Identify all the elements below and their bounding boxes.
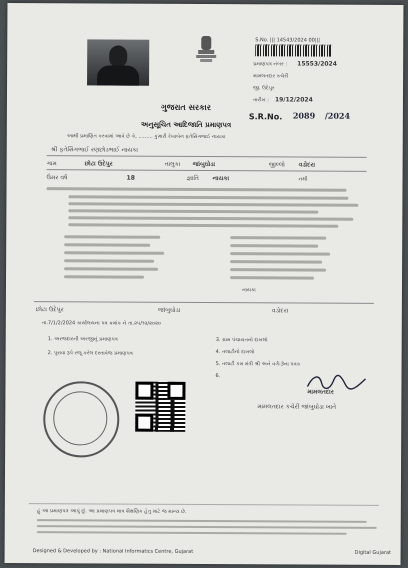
- issued-by: નાયકા: [241, 287, 256, 294]
- taluka-value: જાંબુઘોડા: [192, 160, 216, 169]
- certificate-subtitle: આથી પ્રમાણિત કરવામાં આવે છે કે, ......... કુમારી રેખાબેન ફતેસિંગભાઈ નાયકા: [66, 133, 226, 141]
- applicant-name: શ્રી ફતેસિંગભાઈ રણછોડભાઈ નાયકા: [50, 146, 139, 154]
- checkmark-value: નથી: [298, 176, 308, 183]
- certificate-number-label: પ્રમાણપત્ર નંબર :: [253, 61, 288, 68]
- footer-brand: Digital Gujarat: [354, 549, 392, 556]
- remark: હું આ પ્રમાણપત્ર આપું છું. આ પ્રમાણપત્ર માત્ર શૈક્ષણિક હેતુ માટે જ માન્ય છે.: [36, 508, 187, 515]
- barcode: [255, 44, 331, 56]
- serial-label: S.R.No.: [248, 112, 283, 122]
- document-item-2: 2. પુરાવા રૂપે રજૂ કરેલ દસ્તાવેજ પ્રમાણપત્ર: [47, 350, 133, 357]
- qr-code: [135, 382, 185, 432]
- barcode-code: S.No. ||| 14543/2024 00|||: [255, 37, 320, 44]
- district-value: વડોદરા: [298, 161, 316, 169]
- serial-year: /2024: [324, 110, 351, 121]
- office-label: મામલતદાર કચેરી: [253, 73, 289, 80]
- document-item-4: 4. તલાટીનો દાખલો: [215, 349, 255, 356]
- age-label: ઉંમર વર્ષ: [46, 174, 68, 182]
- district-label: જી. ઉદેપુર: [253, 85, 275, 92]
- caste-value: નાયકા: [212, 175, 230, 183]
- signature-title: મામલતદાર: [307, 388, 334, 396]
- age-value: 18: [126, 174, 135, 182]
- village-label: ગામ: [46, 160, 57, 168]
- certificate-sheet: [5, 3, 404, 565]
- document-item-3: 3. ગ્રામ પંચાયતનો દાખલો: [215, 337, 268, 344]
- official-seal: [43, 381, 119, 457]
- village-value: છોટા ઉદેપુર: [84, 160, 113, 168]
- district-label-2: જીલ્લો: [268, 161, 285, 169]
- order-number: તા.7/1/2/2024 કાર્યાલયના પત્ર ક્રમાંક ને તા.૨૫/૧૨/૨૦૨૦: [41, 320, 161, 327]
- document-item-6: 6.: [215, 373, 221, 380]
- applicant-photo: [87, 39, 149, 85]
- date-label: તારીખ :: [252, 97, 269, 104]
- serial-number: 2089: [292, 110, 316, 121]
- document-item-5: 5. તલાટી કમ મંત્રી શ્રી અને વર્ગ-3ના પત્રક: [215, 361, 301, 368]
- issue-date: 19/12/2024: [274, 96, 313, 104]
- government-title: ગુજરાત સરકાર: [160, 102, 211, 113]
- residence-district: વડોદરા: [271, 307, 289, 315]
- caste-label: જ્ઞાતિ: [186, 174, 199, 182]
- footer-credits: Designed & Developed by : National Informatics Centre, Gujarat: [32, 548, 194, 555]
- signatory: મામલતદાર કચેરી જાંબુઘોડા ખાતે: [257, 403, 337, 411]
- residence-taluka: જાંબુઘોડા: [157, 306, 181, 314]
- certificate-title: અનુસૂચિત આદિજાતિ પ્રમાણપત્ર: [140, 120, 232, 130]
- taluka-label: તાલુકા: [164, 160, 181, 168]
- certificate-number: 15553/2024: [297, 60, 337, 68]
- residence-village: છોટા ઉદેપુર: [35, 306, 64, 314]
- national-emblem-icon: [195, 34, 217, 64]
- document-item-1: 1. અરજદારની અરજીનું પ્રમાણપત્ર: [47, 336, 118, 343]
